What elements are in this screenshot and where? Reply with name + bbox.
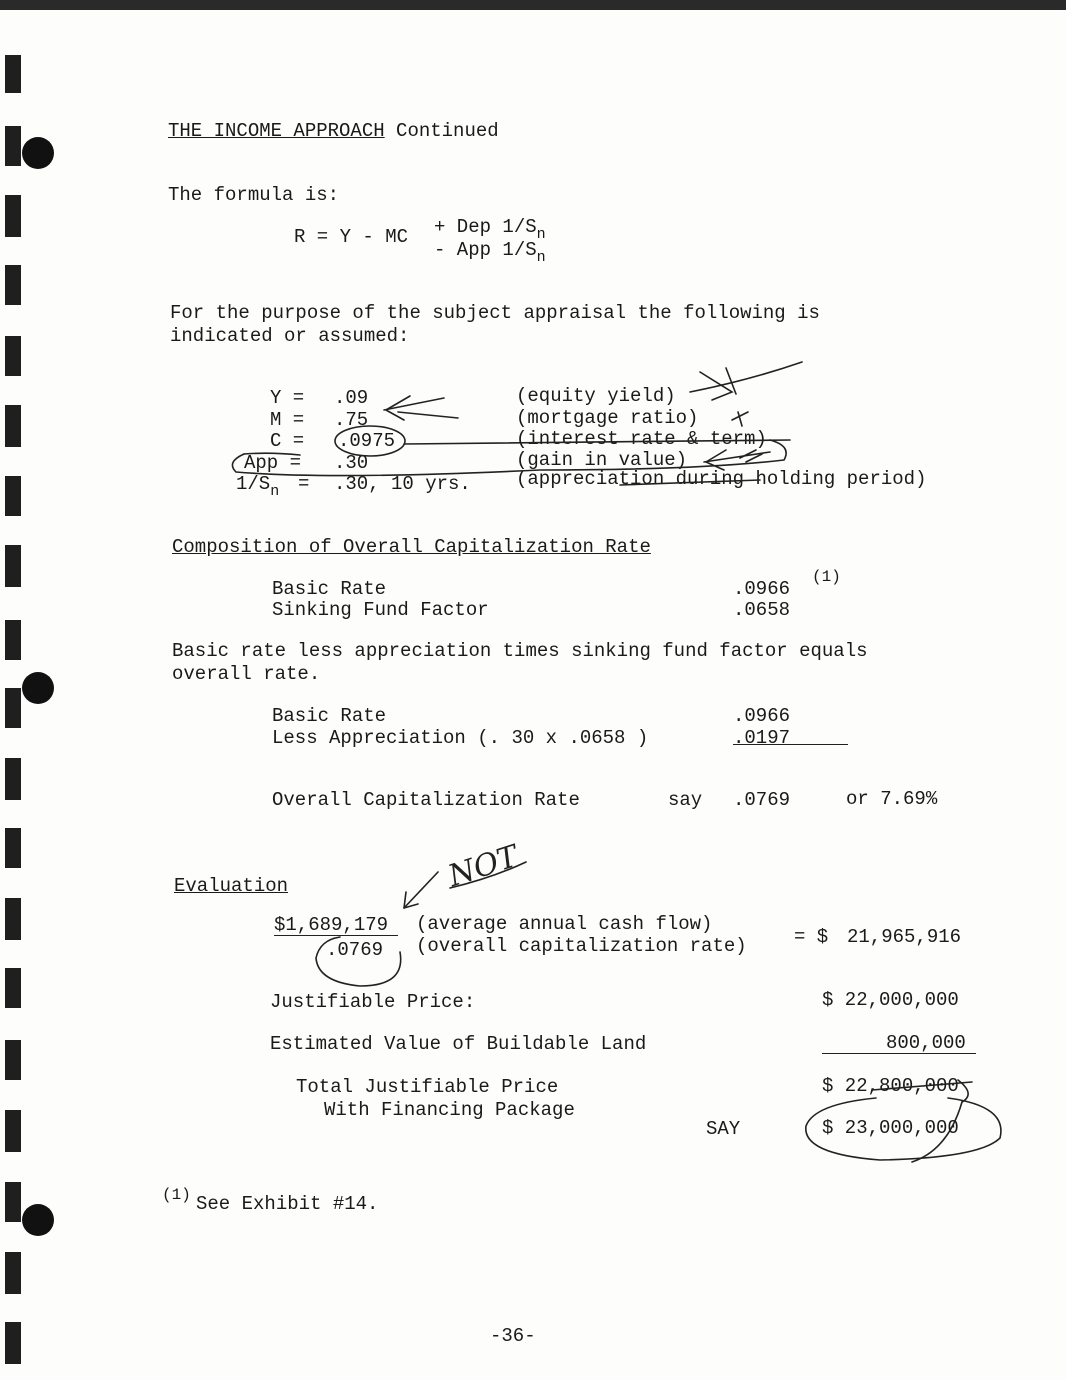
scan-top-edge	[0, 0, 1066, 10]
overall-rate-value: .0769	[733, 789, 791, 811]
calc-rule	[733, 744, 848, 745]
punch-hole	[22, 672, 54, 704]
assumption-desc: (mortgage ratio)	[516, 407, 699, 429]
punch-hole	[22, 1204, 54, 1236]
handwritten-note: NOT	[444, 838, 523, 895]
formula-line1: + Dep $1/S_n$	[434, 216, 546, 243]
punch-hole	[22, 137, 54, 169]
assumption-symbol: C =	[270, 430, 305, 452]
assumption-value: .75	[334, 409, 369, 431]
justifiable-price-label: Justifiable Price:	[270, 991, 476, 1013]
sinking-fund-value: .0658	[733, 599, 791, 621]
fraction-bar	[274, 935, 398, 936]
total-price-value: $ 22,800,000	[822, 1075, 959, 1097]
assumptions-intro-line1: For the purpose of the subject appraisal the following is	[170, 302, 820, 324]
assumption-symbol: Y =	[270, 387, 305, 409]
total-price-line1: Total Justifiable Price	[296, 1076, 559, 1098]
say-label: SAY	[706, 1118, 741, 1140]
assumption-value: .30, 10 yrs.	[334, 473, 471, 495]
land-value: 800,000	[886, 1032, 966, 1054]
formula-lhs: R = Y - MC	[294, 226, 409, 248]
assumption-value: .09	[334, 387, 369, 409]
calc-basic-value: .0966	[733, 705, 791, 727]
basic-rate-label: Basic Rate	[272, 578, 387, 600]
cap-rate-desc: (overall capitalization rate)	[416, 935, 747, 957]
formula-line2: - App $1/S_n$	[434, 239, 546, 266]
formula-intro: The formula is:	[168, 184, 340, 206]
composition-text-line1: Basic rate less appreciation times sinking fund factor equals	[172, 640, 868, 662]
land-value-label: Estimated Value of Buildable Land	[270, 1033, 647, 1055]
assumption-desc: (appreciation during holding period)	[516, 468, 927, 490]
assumption-value: .0975	[338, 430, 396, 452]
cash-flow-desc: (average annual cash flow)	[416, 913, 713, 935]
equals-dollar: = $	[794, 926, 829, 948]
sinking-fund-label: Sinking Fund Factor	[272, 599, 489, 621]
section-heading	[168, 120, 499, 142]
assumption-equals: =	[298, 473, 310, 495]
overall-rate-label: Overall Capitalization Rate	[272, 789, 580, 811]
footnote-reference: (1)	[812, 568, 841, 586]
heading-underlined: THE INCOME APPROACH	[168, 120, 385, 142]
assumption-desc: (gain in value)	[516, 449, 688, 471]
justifiable-price-value: $ 22,000,000	[822, 989, 959, 1011]
assumption-desc: (equity yield)	[516, 385, 676, 407]
assumption-symbol: M =	[270, 409, 305, 431]
assumption-value: .30	[334, 452, 369, 474]
assumptions-intro-line2: indicated or assumed:	[170, 325, 410, 347]
footnote-marker: (1)	[162, 1186, 191, 1204]
cap-rate-denominator: .0769	[326, 939, 384, 961]
calc-basic-label: Basic Rate	[272, 705, 387, 727]
assumption-symbol: $1/S_n$	[236, 473, 280, 500]
calc-less-value: .0197	[733, 727, 791, 749]
composition-text-line2: overall rate.	[172, 663, 321, 685]
footnote-text: See Exhibit #14.	[196, 1193, 379, 1215]
composition-heading: Composition of Overall Capitalization Rate	[172, 536, 651, 558]
evaluation-heading: Evaluation	[174, 875, 289, 897]
overall-rate-say: say	[668, 789, 703, 811]
basic-rate-value: .0966	[733, 578, 791, 600]
heading-rest: Continued	[396, 120, 499, 142]
total-price-line2: With Financing Package	[324, 1099, 575, 1121]
assumption-desc: (interest rate & term)	[516, 428, 767, 450]
calc-less-label: Less Appreciation (. 30 x .0658 )	[272, 727, 649, 749]
page-number: -36-	[490, 1325, 536, 1347]
land-rule	[822, 1053, 976, 1054]
assumption-symbol: App =	[244, 452, 302, 474]
overall-rate-percent: or 7.69%	[846, 788, 938, 810]
evaluation-result: 21,965,916	[847, 926, 962, 948]
say-value: $ 23,000,000	[822, 1117, 959, 1139]
cash-flow-numerator: $1,689,179	[274, 914, 389, 936]
